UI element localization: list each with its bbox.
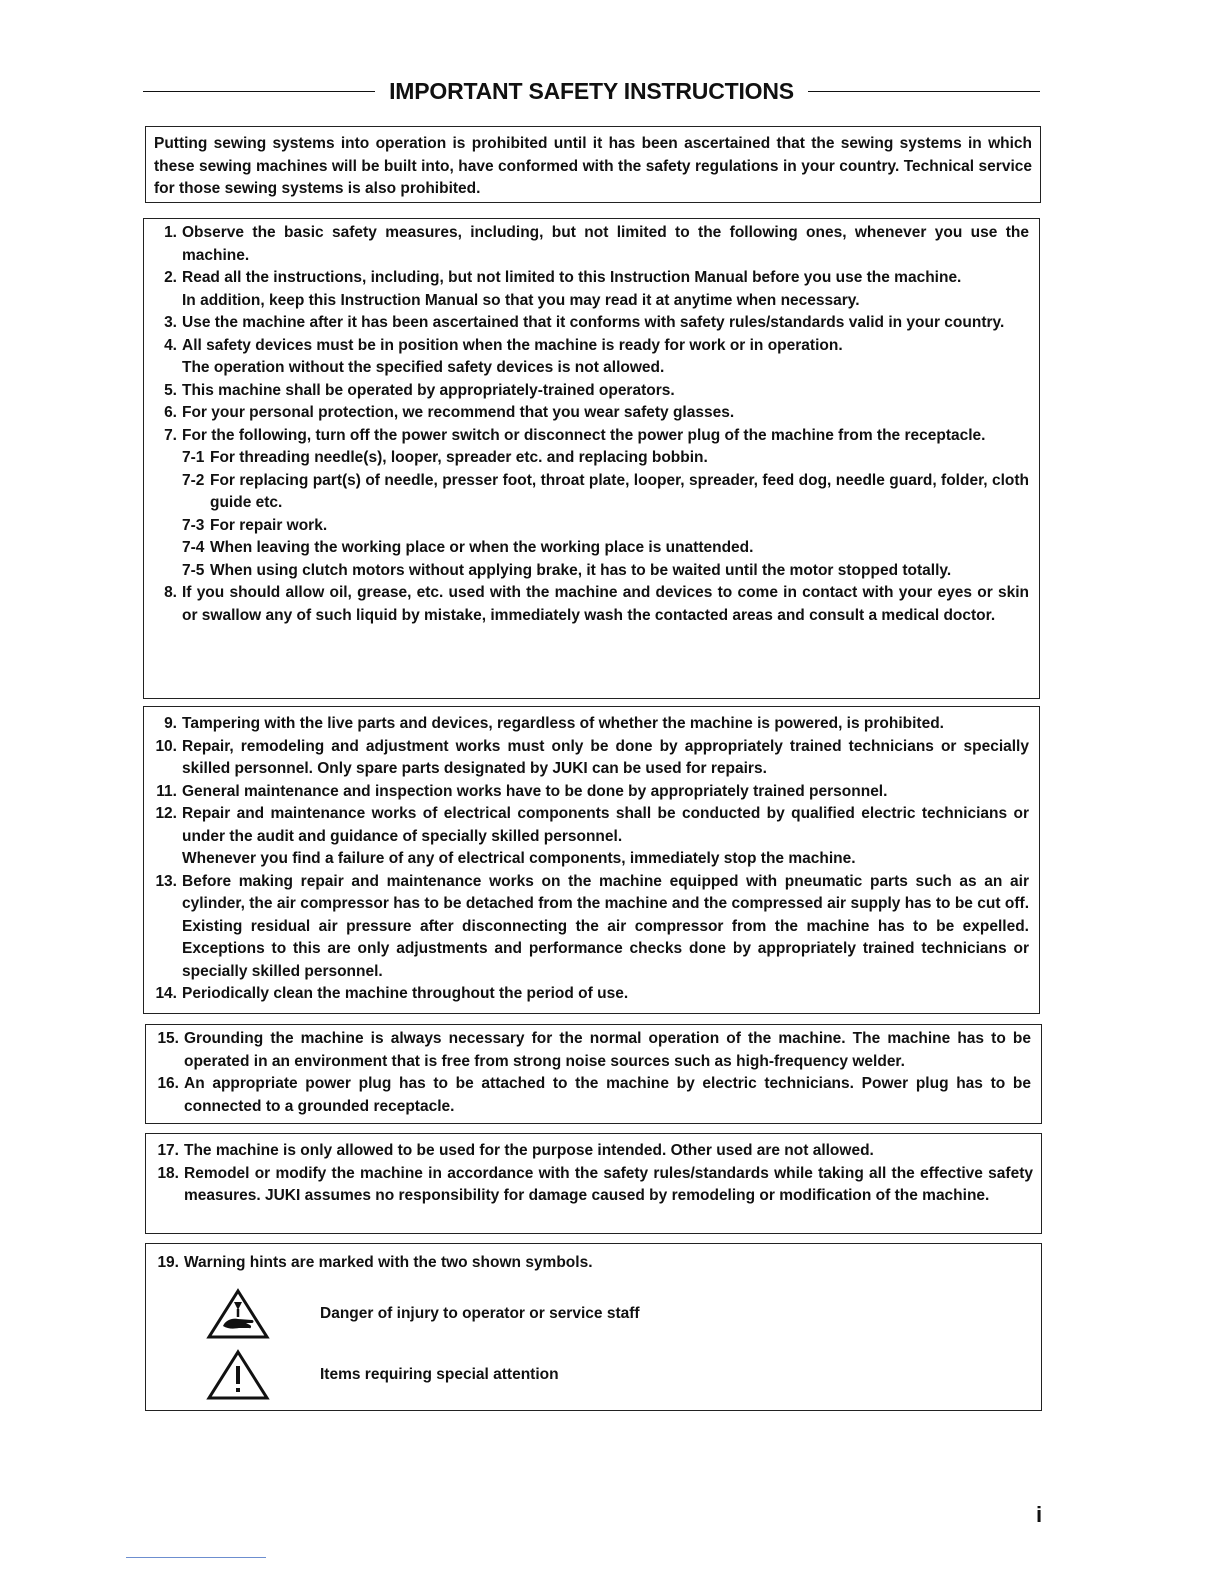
symbol-row-attention <box>206 1349 559 1401</box>
sub-item-number: 7-3 <box>182 516 205 534</box>
sub-item-7-1 <box>182 447 1029 470</box>
sub-item-text: When using clutch motors without applying brake, it has to be waited until the motor stopped totally. <box>210 561 952 579</box>
item-text: Use the machine after it has been ascertained that it conforms with safety rules/standards valid in your country. <box>182 314 1005 331</box>
item-text: Before making repair and maintenance works on the machine equipped with pneumatic parts such as an air cylinder, the air compressor has to be detached from the machine and the compressed air supply has to be cut off. Existing residual air pressure after disconnecting the air compressor from the machine has to be expelled. Exceptions to this are only adjustments and performance checks done by appropriately trained technicians or specially skilled personnel. <box>182 872 1029 980</box>
sub-item-7-4 <box>182 537 1029 560</box>
list-item-4 <box>148 335 1029 358</box>
intro-text: Putting sewing systems into operation is prohibited until it has been ascertained that the sewing systems in which these sewing machines will be built into, have conformed with the safety regulations in your country. Technical service for those sewing systems is also prohibited. <box>154 135 1032 197</box>
list-item-6 <box>148 402 1029 425</box>
item-number: 10. <box>155 737 177 755</box>
list-item-16 <box>150 1073 1031 1118</box>
symbol-description-injury: Danger of injury to operator or service staff <box>320 1304 640 1322</box>
hand-injury-warning-icon <box>206 1288 270 1340</box>
item-number: 16. <box>157 1075 179 1092</box>
item-number: 17. <box>157 1142 179 1159</box>
item-text: For the following, turn off the power switch or disconnect the power plug of the machine from the receptacle. <box>182 426 986 444</box>
list-item-18 <box>150 1163 1033 1208</box>
item-number: 18. <box>157 1164 179 1182</box>
exclamation-warning-icon <box>206 1349 270 1401</box>
footer-line <box>126 1557 266 1558</box>
list-item-8 <box>148 582 1029 627</box>
list-item-5 <box>148 380 1029 403</box>
list-item-9 <box>148 713 1029 736</box>
intro-box <box>145 126 1041 203</box>
list-item-1 <box>148 222 1029 267</box>
list-item-4-continuation: The operation without the specified safety devices is not allowed. <box>182 359 665 376</box>
item-number: 4. <box>164 336 177 354</box>
list-item-15 <box>150 1028 1031 1073</box>
list-item-12 <box>148 803 1029 848</box>
page-number: i <box>1036 1502 1043 1527</box>
item-text: Tampering with the live parts and devices, regardless of whether the machine is powered, is prohibited. <box>182 715 944 732</box>
safety-section-2 <box>143 706 1040 1014</box>
title-rule-left <box>143 91 375 92</box>
item-number: 14. <box>155 985 177 1002</box>
title-rule-right <box>808 91 1040 92</box>
page-title: IMPORTANT SAFETY INSTRUCTIONS <box>389 77 794 104</box>
item-number: 3. <box>164 314 177 331</box>
sub-item-7-3 <box>182 515 1029 538</box>
item-text: Read all the instructions, including, but not limited to this Instruction Manual before you use the machine. <box>182 269 962 286</box>
item-number: 5. <box>164 381 177 399</box>
item-number: 7. <box>164 426 177 444</box>
list-item-14 <box>148 983 1029 1006</box>
list-item-11 <box>148 781 1029 804</box>
safety-section-3 <box>145 1024 1042 1124</box>
list-item-10 <box>148 736 1029 781</box>
list-item-17 <box>150 1140 1033 1163</box>
list-item-13 <box>148 871 1029 984</box>
item-text: Repair, remodeling and adjustment works must only be done by appropriately trained technicians or specially skilled personnel. Only spare parts designated by JUKI can be used for repairs. <box>182 737 1029 777</box>
item-text: Periodically clean the machine throughout the period of use. <box>182 985 629 1002</box>
sub-item-number: 7-1 <box>182 449 205 466</box>
item-text: If you should allow oil, grease, etc. used with the machine and devices to come in contact with your eyes or skin or swallow any of such liquid by mistake, immediately wash the contacted areas and consult a medical doctor. <box>182 584 1029 624</box>
sub-item-text: When leaving the working place or when the working place is unattended. <box>210 539 754 556</box>
sub-item-7-2 <box>182 470 1029 515</box>
item-text: The machine is only allowed to be used for the purpose intended. Other used are not allowed. <box>184 1142 874 1159</box>
symbol-description-attention: Items requiring special attention <box>320 1365 559 1383</box>
item-number: 19. <box>157 1254 179 1271</box>
item-number: 2. <box>164 269 177 286</box>
item-number: 11. <box>156 782 177 800</box>
item-number: 15. <box>157 1030 179 1047</box>
sub-item-7-5 <box>182 560 1029 583</box>
item-text: Warning hints are marked with the two shown symbols. <box>184 1254 593 1271</box>
list-item-7 <box>148 425 1029 448</box>
warning-symbols-section <box>145 1243 1042 1411</box>
item-number: 8. <box>164 584 177 601</box>
sub-item-text: For replacing part(s) of needle, presser foot, throat plate, looper, spreader, feed dog, needle guard, folder, cloth guide etc. <box>210 471 1029 511</box>
item-number: 13. <box>155 872 177 890</box>
list-item-2-continuation: In addition, keep this Instruction Manual so that you may read it at anytime when necessary. <box>182 291 860 309</box>
item-number: 9. <box>164 715 177 732</box>
safety-section-4 <box>145 1133 1042 1234</box>
item-number: 12. <box>155 805 177 822</box>
item-number: 6. <box>164 404 177 421</box>
item-text: Remodel or modify the machine in accordance with the safety rules/standards while taking all the effective safety measures. JUKI assumes no responsibility for damage caused by remodeling or modification of the machine. <box>184 1164 1033 1204</box>
item-text: Grounding the machine is always necessary for the normal operation of the machine. The machine has to be operated in an environment that is free from strong noise sources such as high-frequency welder. <box>184 1030 1031 1070</box>
symbol-row-injury <box>206 1288 640 1340</box>
sub-item-number: 7-5 <box>182 561 205 579</box>
item-number: 1. <box>164 224 177 241</box>
item-text: An appropriate power plug has to be attached to the machine by electric technicians. Power plug has to be connected to a grounded receptacle. <box>184 1075 1031 1115</box>
sub-item-text: For threading needle(s), looper, spreader etc. and replacing bobbin. <box>210 449 708 466</box>
safety-section-1 <box>143 218 1040 699</box>
title-row <box>143 76 1040 106</box>
sub-item-number: 7-2 <box>182 471 205 489</box>
item-text: For your personal protection, we recommend that you wear safety glasses. <box>182 404 735 421</box>
item-text: General maintenance and inspection works have to be done by appropriately trained personnel. <box>182 782 888 800</box>
item-text: Repair and maintenance works of electrical components shall be conducted by qualified electric technicians or under the audit and guidance of specially skilled personnel. <box>182 805 1029 845</box>
item-text: Observe the basic safety measures, including, but not limited to the following ones, whenever you use the machine. <box>182 224 1029 264</box>
list-item-19 <box>150 1252 1033 1275</box>
item-text: All safety devices must be in position when the machine is ready for work or in operation. <box>182 336 843 354</box>
sub-item-text: For repair work. <box>210 516 328 534</box>
sub-item-number: 7-4 <box>182 539 205 556</box>
list-item-3 <box>148 312 1029 335</box>
list-item-12-continuation: Whenever you find a failure of any of electrical components, immediately stop the machine. <box>182 850 856 867</box>
item-text: This machine shall be operated by appropriately-trained operators. <box>182 381 675 399</box>
list-item-2 <box>148 267 1029 290</box>
